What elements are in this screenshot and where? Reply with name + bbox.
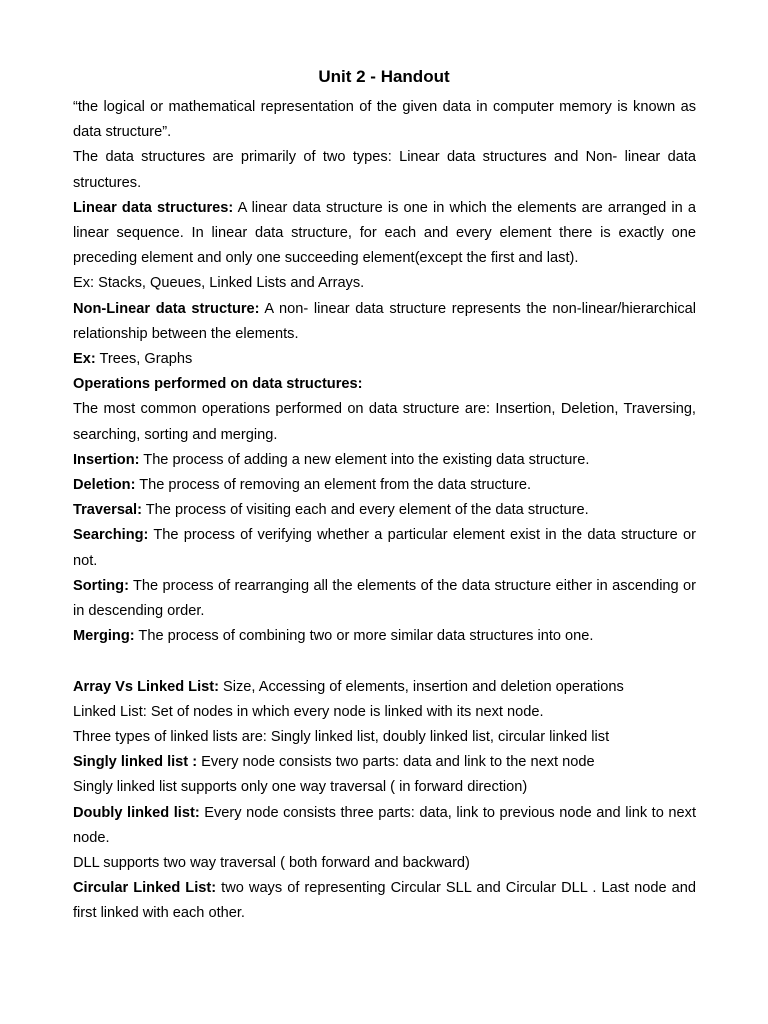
handout-body: [73, 95, 696, 927]
term-label: Singly linked list :: [73, 754, 198, 771]
paragraph-searching: Searching: The process of verifying whether a particular element exist in the data structure or not.: [73, 527, 696, 569]
page-title: Unit 2 - Handout: [318, 67, 450, 86]
paragraph-linked-list-types: Three types of linked lists are: Singly linked list, doubly linked list, circular linked list: [73, 729, 610, 746]
term-label: Merging:: [73, 628, 135, 645]
heading-operations: [73, 372, 696, 397]
paragraph-linked-list-definition: Linked List: Set of nodes in which every node is linked with its next node.: [73, 703, 544, 720]
paragraph-traversal: Traversal: The process of visiting each and every element of the data structure.: [73, 502, 589, 519]
paragraph-nonlinear-examples: Ex: Trees, Graphs: [73, 351, 193, 368]
paragraph-linear-examples: Ex: Stacks, Queues, Linked Lists and Arrays.: [73, 275, 365, 292]
paragraph-sll-traversal: Singly linked list supports only one way traversal ( in forward direction): [73, 779, 528, 796]
paragraph-operations: The most common operations performed on data structure are: Insertion, Deletion, Traversing, searching, sorting and merging.: [73, 401, 696, 443]
paragraph-sorting: Sorting: The process of rearranging all the elements of the data structure either in ascending or in descending order.: [73, 577, 696, 620]
term-label: Circular Linked List:: [73, 880, 217, 897]
term-label: Traversal:: [73, 502, 142, 519]
paragraph-nonlinear: Non-Linear data structure: A non- linear data structure represents the non-linear/hierarchical relationship between the elements.: [73, 300, 696, 342]
paragraph-linear: Linear data structures: A linear data structure is one in which the elements are arranged in a linear sequence. In linear data structure, for each and every element there is exactly one preceding element and only one succeeding element(except the first and last).: [73, 199, 696, 267]
paragraph-dll-traversal: DLL supports two way traversal ( both forward and backward): [73, 855, 470, 872]
paragraph-deletion: Deletion: The process of removing an element from the data structure.: [73, 477, 532, 494]
paragraph-singly-linked-list: Singly linked list : Every node consists two parts: data and link to the next node: [73, 754, 595, 771]
paragraph-types: The data structures are primarily of two types: Linear data structures and Non- linear data structures.: [73, 149, 696, 191]
paragraph-circular-linked-list: Circular Linked List: two ways of representing Circular SLL and Circular DLL . Last node and first linked with each other.: [73, 880, 696, 922]
paragraph-merging: Merging: The process of combining two or more similar data structures into one.: [73, 628, 594, 645]
paragraph-definition: “the logical or mathematical representation of the given data in computer memory is known as data structure”.: [73, 99, 696, 141]
paragraph-insertion: Insertion: The process of adding a new element into the existing data structure.: [73, 451, 590, 468]
term-label: Array Vs Linked List:: [73, 678, 219, 695]
paragraph-doubly-linked-list: Doubly linked list: Every node consists three parts: data, link to previous node and link to next node.: [73, 804, 696, 846]
term-label: Ex:: [73, 351, 96, 368]
term-label: Linear data structures:: [73, 199, 234, 216]
term-label: Non-Linear data structure:: [73, 300, 260, 317]
term-label: Searching:: [73, 527, 149, 544]
term-label: Doubly linked list:: [73, 804, 200, 821]
term-label: Insertion:: [73, 451, 140, 468]
paragraph-array-vs-linked-list: Array Vs Linked List: Size, Accessing of elements, insertion and deletion operations: [73, 678, 624, 695]
section-heading: Operations performed on data structures:: [73, 376, 363, 393]
term-label: Sorting:: [73, 577, 129, 594]
term-label: Deletion:: [73, 477, 136, 494]
